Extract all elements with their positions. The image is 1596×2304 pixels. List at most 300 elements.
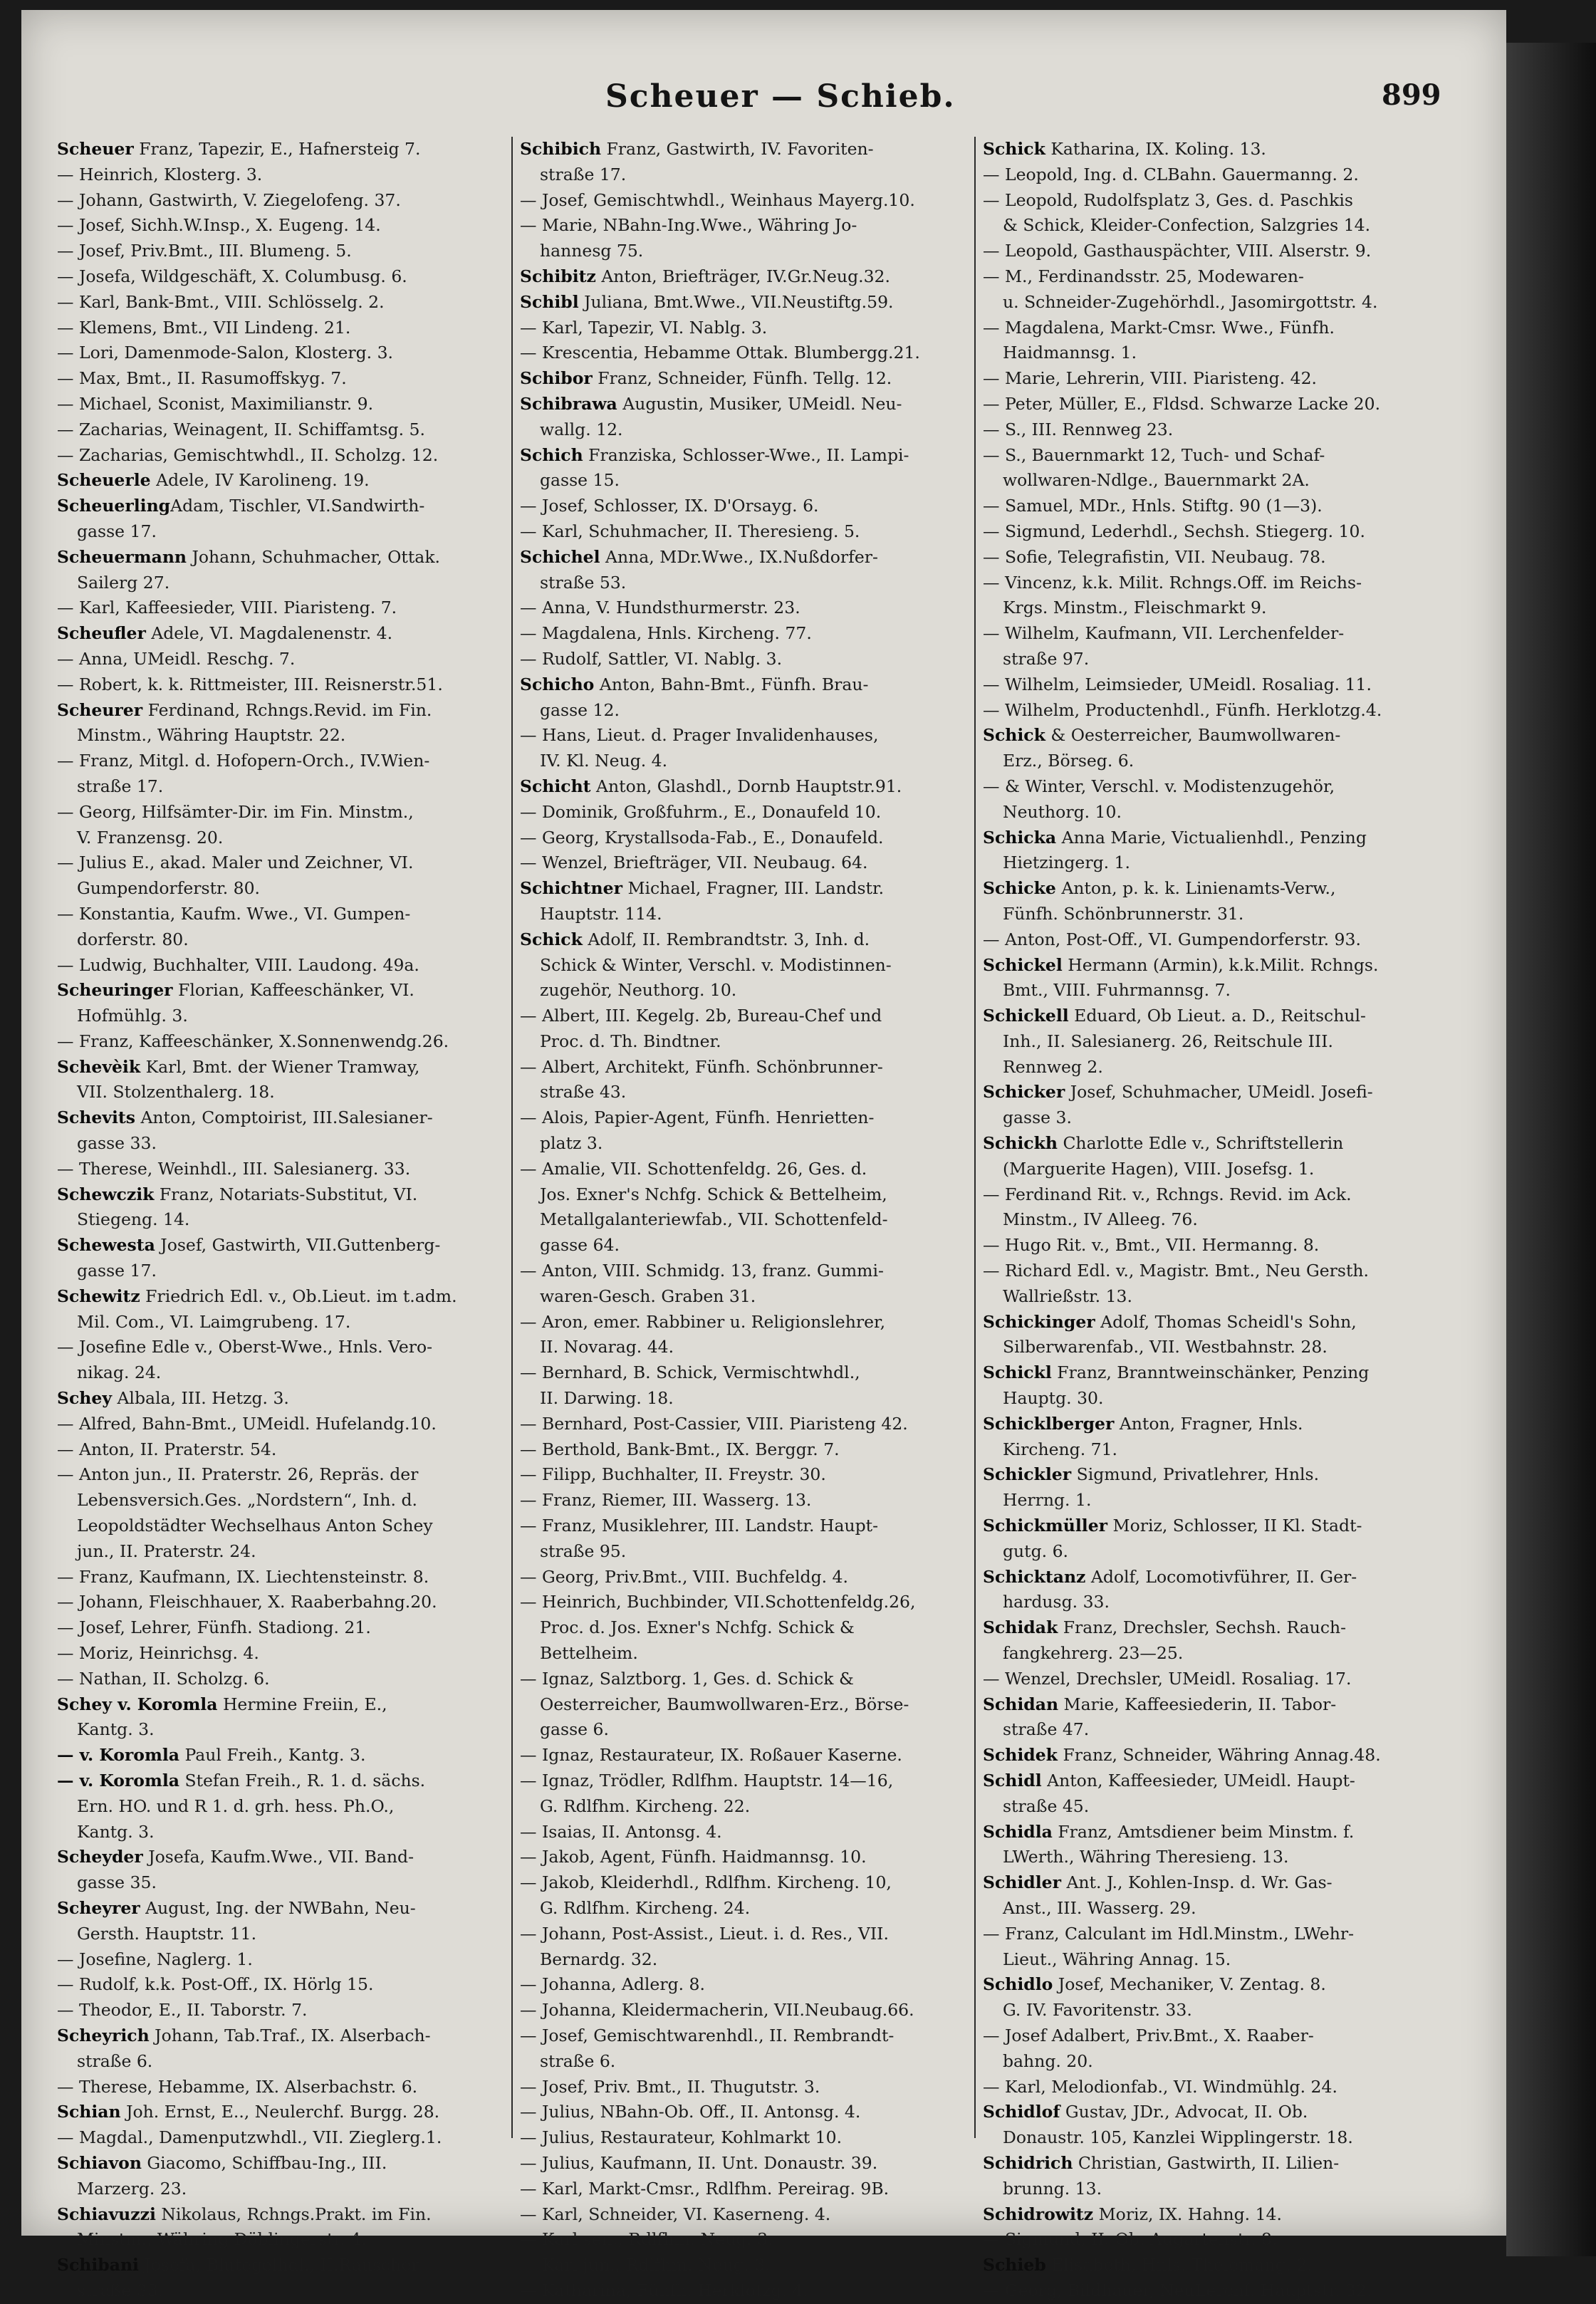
directory-entry	[57, 1845, 491, 1870]
entry-surname: Schickel	[983, 954, 1063, 975]
directory-entry	[983, 672, 1417, 698]
directory-entry	[983, 2227, 1417, 2253]
directory-entry	[983, 443, 1417, 469]
entry-surname: Schidrich	[983, 2152, 1073, 2173]
entry-continuation	[520, 1029, 954, 1055]
entry-text: Donaustr. 105, Kanzlei Wipplingerstr. 18.	[1003, 2127, 1353, 2148]
entry-text: — Karl, Bank-Bmt., VIII. Schlösselg. 2.	[57, 291, 385, 312]
entry-text: Ferdinand, Rchngs.Revid. im Fin.	[142, 699, 432, 720]
directory-entry	[983, 1513, 1417, 1539]
entry-text: Jos. Exner's Nchfg. Schick & Bettelheim,	[540, 1184, 887, 1204]
entry-text: Franz, Schneider, Währing Annag.48.	[1057, 1745, 1381, 1766]
directory-entry	[57, 340, 491, 366]
directory-entry	[983, 2253, 1417, 2278]
entry-text: — Franz, Musiklehrer, III. Landstr. Haupt-	[520, 1516, 879, 1536]
entry-text: Anst., III. Wasserg. 29.	[1003, 1897, 1196, 1918]
entry-surname: Schibich	[520, 139, 602, 159]
directory-entry	[520, 1105, 954, 1131]
entry-continuation	[57, 1820, 491, 1845]
entry-text: — Josef, Gemischtwarenhdl., II. Rembrandt-	[520, 2025, 895, 2045]
entry-continuation	[983, 1055, 1417, 1080]
directory-entry	[983, 1972, 1417, 1998]
entry-continuation	[57, 825, 491, 851]
directory-entry	[57, 1437, 491, 1463]
entry-surname: Schevits	[57, 1107, 135, 1128]
directory-entry	[983, 519, 1417, 545]
entry-continuation	[57, 1258, 491, 1284]
entry-continuation	[520, 978, 954, 1004]
directory-entry	[520, 2075, 954, 2100]
entry-text: II. Novarag. 44.	[540, 1337, 674, 1357]
entry-text: gasse 33.	[77, 1133, 157, 1154]
entry-text: Hauptg. 30.	[1003, 1388, 1104, 1409]
entry-continuation	[983, 1947, 1417, 1973]
directory-entry	[57, 2023, 491, 2049]
directory-entry	[57, 1641, 491, 1667]
entry-surname: Schichel	[520, 546, 600, 567]
entry-text: Hermine Freiin, E.,	[217, 1694, 387, 1714]
entry-text: — Karl sen., Rdlfhm. Neug. 3.	[520, 2229, 773, 2250]
entry-continuation	[983, 647, 1417, 672]
entry-text: — Johann, Gastwirth, V. Ziegelofeng. 37.	[57, 189, 401, 210]
entry-text: — Josef, Gemischtwhdl., Weinhaus Mayerg.10.	[520, 189, 915, 210]
directory-entry	[520, 1412, 954, 1437]
entry-text: — Franz, Riemer, III. Wasserg. 13.	[520, 1490, 812, 1511]
entry-continuation	[520, 1947, 954, 1973]
entry-continuation	[57, 774, 491, 800]
entry-text: Stiegeng. 14.	[77, 1209, 190, 1230]
directory-entry	[57, 2100, 491, 2125]
entry-text: Nikolaus, Rchngs.Prakt. im Fin.	[155, 2204, 432, 2224]
entry-text: Sigmund, Privatlehrer, Hnls.	[1071, 1464, 1320, 1485]
entry-text: — Sigmund, II. Ob. Augartenstr. 8.	[983, 2229, 1278, 2250]
entry-text: straße 95.	[540, 1541, 627, 1561]
entry-continuation	[520, 1641, 954, 1667]
directory-entry	[57, 468, 491, 494]
directory-entry	[57, 595, 491, 621]
entry-text: Christian, Gastwirth, II. Lilien-	[1073, 2152, 1340, 2173]
entry-continuation	[520, 1182, 954, 1208]
directory-entry	[57, 698, 491, 724]
directory-entry	[983, 366, 1417, 392]
entry-text: straße 6.	[540, 2050, 616, 2071]
directory-entry	[57, 545, 491, 570]
entry-text: Haidmannsg. 1.	[1003, 343, 1137, 363]
entry-text: Franz, Drechsler, Sechsh. Rauch-	[1058, 1617, 1347, 1638]
entry-text: — S., Bauernmarkt 12, Tuch- und Schaf-	[983, 444, 1325, 465]
entry-text: Lieut., Währing Annag. 15.	[1003, 1949, 1231, 1969]
entry-text: Friedrich Edl. v., Ob.Lieut. im t.adm.	[140, 1286, 457, 1306]
entry-text: Minstm., Währing Hauptstr. 22.	[77, 725, 346, 746]
directory-entry	[983, 825, 1417, 851]
entry-text: — Alois, Papier-Agent, Fünfh. Henrietten-	[520, 1107, 875, 1128]
entry-text: jun., II. Praterstr. 24.	[77, 1541, 256, 1561]
entry-text: Elisabeth, Hnls. Thelemang. 2.	[1045, 2255, 1313, 2276]
entry-continuation	[57, 1080, 491, 1105]
directory-entry	[57, 2075, 491, 2100]
column-rule	[511, 137, 513, 2138]
entry-surname: Scheurer	[57, 699, 143, 720]
directory-entry	[520, 2177, 954, 2202]
directory-entry	[57, 1182, 491, 1208]
entry-text: — Jakob, Agent, Fünfh. Haidmannsg. 10.	[520, 1847, 867, 1867]
entry-text: straße 43.	[540, 1082, 627, 1103]
entry-text: Franz, Amtsdiener beim Minstm. f.	[1052, 1821, 1355, 1842]
entry-surname: Schicht	[520, 776, 591, 796]
entry-text: Leopoldstädter Wechselhaus Anton Schey	[77, 1516, 433, 1536]
entry-continuation	[57, 1870, 491, 1896]
entry-text: gasse 17.	[77, 521, 157, 541]
directory-entry	[57, 953, 491, 979]
directory-entry	[983, 876, 1417, 902]
entry-continuation	[983, 1284, 1417, 1310]
directory-entry	[57, 1029, 491, 1055]
directory-entry	[57, 290, 491, 316]
directory-entry	[983, 1565, 1417, 1590]
directory-entry	[983, 316, 1417, 341]
directory-entry	[983, 188, 1417, 214]
entry-text: Sailerg 27.	[77, 572, 170, 593]
directory-entry	[57, 443, 491, 469]
entry-continuation	[983, 1539, 1417, 1565]
directory-entry	[57, 239, 491, 264]
entry-text: Hauptstr. 114.	[540, 903, 662, 924]
directory-entry	[520, 340, 954, 366]
entry-continuation	[983, 468, 1417, 494]
entry-text: — Wilhelm, Kaufmann, VII. Lerchenfelder-	[983, 623, 1345, 644]
entry-text: VII. Stolzenthalerg. 18.	[77, 1082, 275, 1103]
entry-text: — Hans, Lieut. d. Prager Invalidenhauses,	[520, 725, 879, 746]
entry-text: — Josef, Priv.Bmt., III. Blumeng. 5.	[57, 241, 352, 261]
entry-text: Herrng. 1.	[1003, 1490, 1092, 1511]
entry-text: Minstm., Währing Döblingerstr. 4.	[77, 2229, 367, 2250]
entry-text: Josefa, Kaufm.Wwe., VII. Band-	[142, 1847, 414, 1867]
entry-surname: Scheuerle	[57, 470, 151, 491]
entry-text: straße 53.	[540, 572, 627, 593]
directory-entry	[57, 366, 491, 392]
entry-text: Giacomo, Schiffbau-Ing., III.	[141, 2152, 387, 2173]
directory-entry	[57, 213, 491, 239]
directory-entry	[57, 2202, 491, 2228]
entry-text: V. Franzensg. 20.	[77, 827, 224, 848]
directory-entry	[57, 1412, 491, 1437]
directory-entry	[520, 621, 954, 647]
directory-entry	[520, 1820, 954, 1845]
entry-text: — Nathan, II. Scholzg. 6.	[57, 1668, 270, 1689]
entry-text: wallg. 12.	[540, 419, 623, 439]
entry-text: — Josefa, Wildgeschäft, X. Columbusg. 6.	[57, 266, 407, 286]
entry-text: Katharina, IX. Koling. 13.	[1045, 139, 1266, 159]
entry-surname: Schich	[520, 444, 583, 465]
entry-text: Erz., Börseg. 6.	[1003, 751, 1135, 771]
entry-text: — Josef, Priv. Bmt., II. Thugutstr. 3.	[520, 2076, 820, 2097]
entry-text: Josefa, Blutegelhdl., II.Rauscher-	[138, 2255, 425, 2276]
directory-entry	[983, 774, 1417, 800]
directory-entry	[57, 1105, 491, 1131]
directory-entry	[983, 1615, 1417, 1641]
directory-entry	[57, 1998, 491, 2023]
entry-text: gasse 3.	[1003, 1107, 1072, 1128]
directory-entry	[520, 392, 954, 417]
entry-text: — Michael, Sconist, Maximilianstr. 9.	[57, 393, 374, 414]
entry-continuation	[520, 417, 954, 443]
directory-entry	[57, 316, 491, 341]
entry-text: straße 33.	[77, 2280, 164, 2300]
entry-surname: — v. Koromla	[57, 1745, 179, 1766]
entry-text: — Georg, Hilfsämter-Dir. im Fin. Minstm.,	[57, 801, 414, 822]
entry-continuation	[520, 1335, 954, 1360]
directory-entry	[57, 647, 491, 672]
entry-text: — M., Ferdinandsstr. 25, Modewaren-	[983, 266, 1304, 286]
entry-text: — Heinrich, Buchbinder, VII.Schottenfeldg.26,	[520, 1592, 916, 1612]
directory-entry	[57, 188, 491, 214]
entry-text: Anton, Bahn-Bmt., Fünfh. Brau-	[594, 674, 869, 694]
entry-text: Franziska, Schlosser-Wwe., II. Lampi-	[583, 444, 909, 465]
entry-text: gasse 6.	[540, 1719, 609, 1740]
directory-entry	[520, 647, 954, 672]
entry-text: Minstm., IV Alleeg. 76.	[1003, 1209, 1198, 1230]
entry-text: Adolf, II. Rembrandtstr. 3, Inh. d.	[582, 929, 870, 949]
directory-entry	[57, 672, 491, 698]
entry-surname: Scheufler	[57, 623, 146, 644]
entry-text: — Albert, III. Kegelg. 2b, Bureau-Chef und	[520, 1006, 882, 1026]
entry-text: — Konstantia, Kaufm. Wwe., VI. Gumpen-	[57, 903, 411, 924]
entry-surname: Schidla	[983, 1821, 1053, 1842]
entry-continuation	[983, 1717, 1417, 1743]
entry-text: — Richard Edl. v., Magistr. Bmt., Neu Gersth.	[983, 1261, 1370, 1281]
directory-entry	[57, 2151, 491, 2177]
directory-entry	[983, 1743, 1417, 1768]
entry-text: — Georg, Krystallsoda-Fab., E., Donaufeld.	[520, 827, 884, 848]
entry-surname: Schidan	[983, 1694, 1059, 1714]
directory-entry	[520, 2278, 954, 2304]
entry-text: fangkehrerg. 23—25.	[1003, 1643, 1184, 1664]
entry-continuation	[57, 1794, 491, 1820]
entry-text: — Wilhelm, Productenhdl., Fünfh. Herklotzg.4.	[983, 699, 1382, 720]
entry-text: — Josefine, Naglerg. 1.	[57, 1949, 253, 1969]
entry-continuation	[983, 1105, 1417, 1131]
entry-text: Adele, IV Karolineng. 19.	[150, 470, 370, 491]
entry-text: Franz, Notariats-Substitut, VI.	[154, 1184, 418, 1204]
entry-continuation	[983, 1386, 1417, 1412]
entry-text: — Moriz, Heinrichsg. 4.	[57, 1643, 259, 1664]
directory-entry	[57, 1462, 491, 1488]
entry-text: Inh., II. Salesianerg. 26, Reitschule III.	[1003, 1031, 1333, 1051]
entry-text: — Franz, Kaufmann, IX. Liechtensteinstr. 8.	[57, 1566, 429, 1587]
entry-text: Franz, Schneider, Fünfh. Tellg. 12.	[592, 368, 892, 389]
entry-continuation	[983, 1335, 1417, 1360]
directory-entry	[983, 2075, 1417, 2100]
entry-text: Franz, Gastwirth, IV. Favoriten-	[601, 139, 874, 159]
entry-text: hannesg 75.	[540, 241, 644, 261]
entry-continuation	[520, 239, 954, 264]
entry-continuation	[983, 1896, 1417, 1922]
entry-text: — Rudolf, Sattler, VI. Nablg. 3.	[520, 648, 783, 669]
entry-continuation	[983, 1488, 1417, 1513]
directory-entry	[983, 927, 1417, 953]
directory-entry	[520, 519, 954, 545]
entry-text: — Georg, Bildhauer, NeuLerchf. Hauptstr. 32.	[983, 2280, 1372, 2300]
directory-entry	[983, 1182, 1417, 1208]
entry-text: — Sofie, Telegrafistin, VII. Neubaug. 78.	[983, 546, 1326, 567]
directory-entry	[57, 1768, 491, 1794]
entry-surname: Schibor	[520, 368, 593, 389]
entry-continuation	[57, 1488, 491, 1513]
directory-entry	[520, 1998, 954, 2023]
entry-text: — Julius, Kaufmann, II. Unt. Donaustr. 39.	[520, 2152, 878, 2173]
directory-entry	[983, 1412, 1417, 1437]
entry-continuation	[520, 1386, 954, 1412]
directory-entry	[520, 2227, 954, 2253]
entry-text: Hietzingerg. 1.	[1003, 853, 1130, 873]
directory-entry	[57, 621, 491, 647]
directory-entry	[520, 137, 954, 162]
entry-text: Lebensversich.Ges. „Nordstern“, Inh. d.	[77, 1490, 417, 1511]
entry-surname: Scheyrer	[57, 1897, 140, 1918]
entry-text: Silberwarenfab., VII. Westbahnstr. 28.	[1003, 1337, 1328, 1357]
entry-continuation	[57, 2049, 491, 2075]
entry-text: Ant. J., Kohlen-Insp. d. Wr. Gas-	[1060, 1872, 1332, 1893]
entry-text: — Karl, Kaffeesieder, VIII. Piaristeng. 7.	[57, 598, 397, 618]
directory-entry	[520, 1667, 954, 1692]
entry-text: II. Darwing. 18.	[540, 1388, 674, 1409]
entry-text: — Anton, VIII. Schmidg. 13, franz. Gummi-	[520, 1261, 884, 1281]
entry-text: Florian, Kaffeeschänker, VI.	[172, 980, 414, 1001]
entry-text: & Schick, Kleider-Confection, Salzgries 14.	[1003, 215, 1371, 236]
directory-entry	[520, 1922, 954, 1947]
entry-text: Proc. d. Jos. Exner's Nchfg. Schick &	[540, 1617, 855, 1638]
directory-entry	[520, 1157, 954, 1182]
entry-text: Rennweg 2.	[1003, 1056, 1103, 1077]
directory-entry	[983, 137, 1417, 162]
entry-surname: Schiavuzzi	[57, 2204, 156, 2224]
entry-text: — Josef, Schlosser, IX. D'Orsayg. 6.	[520, 496, 819, 516]
entry-text: — Ignaz, Salztborg. 1, Ges. d. Schick &	[520, 1668, 854, 1689]
entry-continuation	[520, 1794, 954, 1820]
entry-text: — Wenzel, Drechsler, UMeidl. Rosaliag. 17.	[983, 1668, 1352, 1689]
directory-entry	[57, 1743, 491, 1768]
entry-continuation	[983, 850, 1417, 876]
entry-surname: Schichtner	[520, 878, 622, 899]
entry-text: gutg. 6.	[1003, 1541, 1069, 1561]
entry-text: — Franz, Mitgl. d. Hofopern-Orch., IV.Wien-	[57, 751, 430, 771]
directory-entry	[57, 1157, 491, 1182]
entry-text: Oesterreicher, Baumwollwaren-Erz., Börse-	[540, 1694, 909, 1714]
entry-text: — Julius, NBahn-Ob. Off., II. Antonsg. 4.	[520, 2102, 861, 2122]
entry-surname: — v. Koromla	[57, 1771, 179, 1790]
directory-entry	[57, 800, 491, 825]
directory-entry	[983, 2278, 1417, 2304]
entry-text: — Julius, Restaurateur, Kohlmarkt 10.	[520, 2127, 843, 2148]
entry-continuation	[520, 1539, 954, 1565]
directory-entry	[57, 137, 491, 162]
entry-text: Anton, Briefträger, IV.Gr.Neug.32.	[595, 266, 890, 286]
directory-entry	[520, 494, 954, 519]
directory-entry	[983, 1667, 1417, 1692]
entry-text: — Therese, Hebamme, IX. Alserbachstr. 6.	[57, 2076, 418, 2097]
entry-surname: Schick	[983, 139, 1045, 159]
entry-text: Marzerg. 23.	[77, 2178, 187, 2199]
entry-text: Krgs. Minstm., Fleischmarkt 9.	[1003, 598, 1267, 618]
entry-text: dorferstr. 80.	[77, 929, 189, 949]
directory-entry	[520, 1845, 954, 1870]
entry-text: — Bernhard, Post-Cassier, VIII. Piaristeng 42.	[520, 1413, 908, 1434]
entry-text: — Magdalena, Markt-Cmsr. Wwe., Fünfh.	[983, 317, 1335, 338]
entry-text: — Karl jun., Rdlfhm. Neug. 3.	[520, 2255, 771, 2276]
entry-surname: Schewczik	[57, 1184, 155, 1204]
entry-text: Albala, III. Hetzg. 3.	[111, 1388, 289, 1409]
entry-surname: Schickmüller	[983, 1516, 1108, 1536]
directory-entry	[520, 545, 954, 570]
entry-continuation	[983, 2125, 1417, 2151]
entry-text: Anna Marie, Victualienhdl., Penzing	[1056, 827, 1367, 848]
entry-surname: Schevèik	[57, 1056, 141, 1077]
entry-text: — Anton, Post-Off., VI. Gumpendorferstr. 93.	[983, 929, 1361, 949]
directory-entry	[983, 2151, 1417, 2177]
entry-surname: Schickinger	[983, 1311, 1095, 1332]
entry-text: — Katharina, Fünfh. Herklotzg. 4.	[520, 2280, 809, 2300]
entry-text: — Samuel, MDr., Hnls. Stiftg. 90 (1—3).	[983, 496, 1323, 516]
entry-continuation	[57, 1131, 491, 1157]
directory-entry	[520, 1004, 954, 1029]
page-header	[21, 78, 1506, 128]
directory-entry	[520, 2253, 954, 2278]
directory-entry	[520, 2151, 954, 2177]
entry-text: Karl, Bmt. der Wiener Tramway,	[140, 1056, 420, 1077]
entry-surname: Schey v. Koromla	[57, 1694, 218, 1714]
entry-text: hardusg. 33.	[1003, 1592, 1110, 1612]
directory-entry	[983, 1870, 1417, 1896]
directory-entry	[57, 1947, 491, 1973]
entry-continuation	[57, 1360, 491, 1386]
entry-text: Stefan Freih., R. 1. d. sächs.	[179, 1771, 426, 1790]
entry-text: zugehör, Neuthorg. 10.	[540, 980, 737, 1001]
directory-entry	[520, 2023, 954, 2049]
entry-surname: Schicker	[983, 1082, 1065, 1103]
entry-text: — Ludwig, Buchhalter, VIII. Laudong. 49a.	[57, 954, 419, 975]
entry-surname: Schewitz	[57, 1286, 140, 1306]
directory-entry	[520, 213, 954, 239]
column-2	[520, 137, 954, 2304]
entry-text: — S., III. Rennweg 23.	[983, 419, 1174, 439]
entry-text: — & Winter, Verschl. v. Modistenzugehör,	[983, 776, 1335, 796]
directory-entry	[983, 1768, 1417, 1794]
entry-surname: Schibrawa	[520, 393, 617, 414]
entry-text: Michael, Fragner, III. Landstr.	[622, 878, 885, 899]
entry-continuation	[520, 1692, 954, 1718]
entry-continuation	[520, 698, 954, 724]
directory-entry	[520, 1870, 954, 1896]
directory-entry	[983, 1820, 1417, 1845]
entry-continuation	[983, 749, 1417, 774]
directory-entry	[57, 1055, 491, 1080]
entry-text: — Ignaz, Restaurateur, IX. Roßauer Kaserne.	[520, 1745, 902, 1766]
directory-entry	[520, 850, 954, 876]
directory-entry	[983, 1360, 1417, 1386]
entry-text: — Franz, Calculant im Hdl.Minstm., LWehr-	[983, 1923, 1355, 1944]
directory-entry	[983, 1004, 1417, 1029]
directory-entry	[520, 1055, 954, 1080]
entry-text: Franz, Branntweinschänker, Penzing	[1051, 1362, 1370, 1383]
entry-surname: Schewesta	[57, 1235, 155, 1256]
entry-text: brunng. 13.	[1003, 2178, 1102, 2199]
directory-entry	[57, 2125, 491, 2151]
entry-text: — Karl, Schuhmacher, II. Theresieng. 5.	[520, 521, 860, 541]
entry-text: G. Rdlfhm. Kircheng. 22.	[540, 1795, 751, 1816]
entry-surname: Schidak	[983, 1617, 1058, 1638]
entry-text: Paul Freih., Kantg. 3.	[179, 1745, 366, 1766]
entry-text: — Magdalena, Hnls. Kircheng. 77.	[520, 623, 812, 644]
